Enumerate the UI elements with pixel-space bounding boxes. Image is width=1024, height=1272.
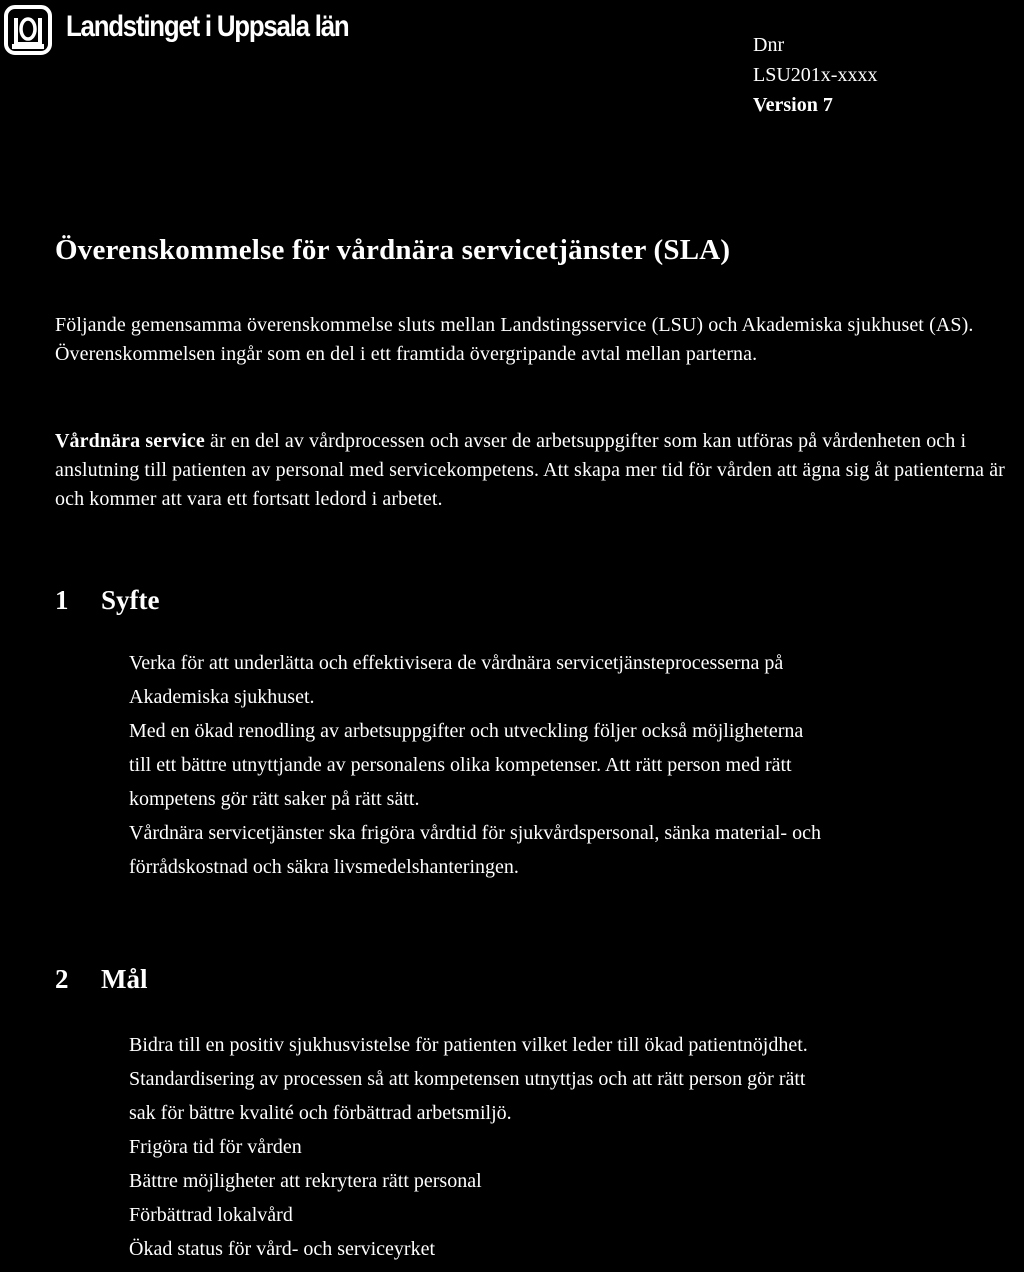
dnr-label: Dnr bbox=[753, 34, 785, 56]
section-2-body bbox=[129, 1028, 1023, 1266]
section-1-body bbox=[129, 646, 1023, 884]
section-2-title: Mål bbox=[101, 964, 148, 994]
section-2-line: Standardisering av processen så att kompetensen utnyttjas och att rätt person gör rätt bbox=[129, 1068, 806, 1090]
section-1-title: Syfte bbox=[101, 585, 160, 615]
intro-paragraph-1: Följande gemensamma överenskommelse sluts mellan Landstingsservice (LSU) och Akademiska sjukhuset (AS). Överenskommelsen ingår som en del i ett framtida övergripande avtal mellan parterna. bbox=[55, 314, 974, 365]
intro-paragraph-2-text: är en del av vårdprocessen och avser de arbetsuppgifter som kan utföras på vårdenheten och i anslutning till patienten av personal med servicekompetens. Att skapa mer tid för vården att ägna sig åt patienterna är och kommer att vara ett fortsatt ledord i arbetet. bbox=[55, 430, 1005, 510]
intro-paragraph-2-term: Vårdnära service bbox=[55, 430, 205, 452]
document-version: Version 7 bbox=[753, 94, 833, 116]
county-council-logo-icon bbox=[4, 4, 54, 56]
section-1-line: förrådskostnad och säkra livsmedelshanteringen. bbox=[129, 856, 519, 878]
section-2-line: Förbättrad lokalvård bbox=[129, 1204, 293, 1226]
organization-logo bbox=[4, 4, 394, 56]
intro-paragraph-2 bbox=[55, 427, 1023, 514]
section-1-line: kompetens gör rätt saker på rätt sätt. bbox=[129, 788, 420, 810]
section-2-line: Frigöra tid för vården bbox=[129, 1136, 302, 1158]
dnr-value: LSU201x-xxxx bbox=[753, 64, 878, 86]
section-1-line: Verka för att underlätta och effektivisera de vårdnära servicetjänsteprocesserna på bbox=[129, 652, 784, 674]
section-2-line: Bättre möjligheter att rekrytera rätt personal bbox=[129, 1170, 482, 1192]
section-2-number: 2 bbox=[55, 964, 69, 994]
section-2-heading bbox=[55, 964, 148, 995]
section-1-number: 1 bbox=[55, 585, 69, 615]
section-1-line: Med en ökad renodling av arbetsuppgifter och utveckling följer också möjligheterna bbox=[129, 720, 804, 742]
section-1-line: Vårdnära servicetjänster ska frigöra vårdtid för sjukvårdspersonal, sänka material- och bbox=[129, 822, 821, 844]
organization-name: Landstinget i Uppsala län bbox=[66, 10, 349, 43]
section-2-line: sak för bättre kvalité och förbättrad arbetsmiljö. bbox=[129, 1102, 512, 1124]
section-1-line: Akademiska sjukhuset. bbox=[129, 686, 315, 708]
section-2-line: Ökad status för vård- och serviceyrket bbox=[129, 1238, 435, 1260]
section-1-heading bbox=[55, 585, 159, 616]
section-2-line: Bidra till en positiv sjukhusvistelse för patienten vilket leder till ökad patientnöjdhet. bbox=[129, 1034, 808, 1056]
section-1-line: till ett bättre utnyttjande av personalens olika kompetenser. Att rätt person med rätt bbox=[129, 754, 792, 776]
document-title: Överenskommelse för vårdnära servicetjänster (SLA) bbox=[55, 234, 731, 266]
document-meta bbox=[753, 30, 877, 120]
